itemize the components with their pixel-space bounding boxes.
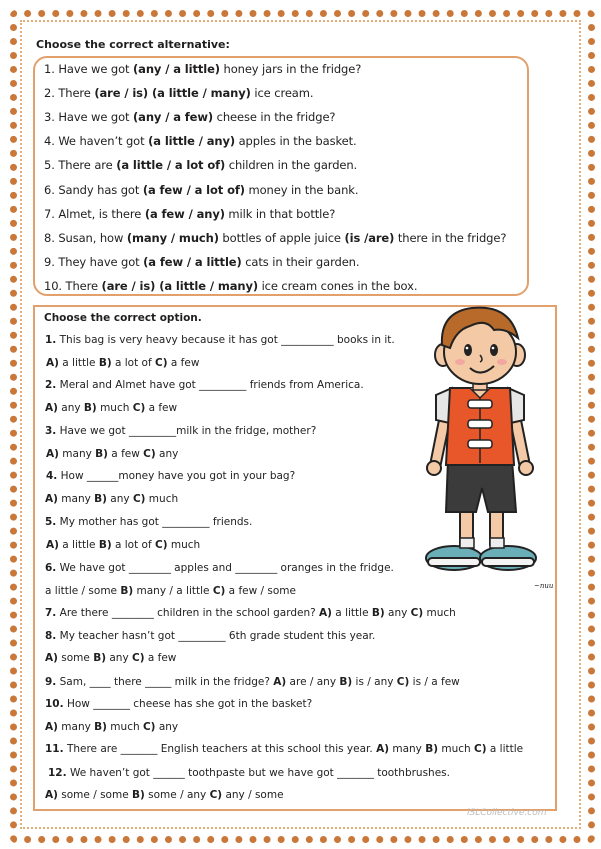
boy-illustration xyxy=(410,300,550,595)
question-10 xyxy=(44,279,417,293)
option-letter: A) xyxy=(376,743,389,755)
option-letter: B) xyxy=(95,448,108,460)
question-choice: (many / much) xyxy=(126,230,219,245)
question-text: Are there ________ children in the school garden? xyxy=(56,607,320,619)
section2-title: Choose the correct option. xyxy=(44,312,202,324)
option-text: much xyxy=(423,607,456,619)
option-text: a lot of xyxy=(111,357,156,369)
option-letter: A) xyxy=(46,539,59,551)
option-text: any xyxy=(155,721,179,733)
question-number: 11. xyxy=(45,743,64,755)
question-number: 4. xyxy=(46,470,58,482)
option-letter: B) xyxy=(93,652,107,664)
option-letter: B) xyxy=(132,789,145,801)
question-8 xyxy=(44,231,506,245)
question-text: children in the garden. xyxy=(225,158,358,173)
question-text: there in the fridge? xyxy=(394,230,507,245)
exercise-options xyxy=(45,721,178,733)
option-text: a few xyxy=(107,448,144,460)
question-text: My mother has got _________ friends. xyxy=(56,516,253,528)
exercise-options xyxy=(45,402,177,414)
question-4 xyxy=(44,134,357,148)
exercise-question xyxy=(45,630,375,642)
question-choice: (any / a few) xyxy=(133,110,214,125)
question-text: ice cream cones in the box. xyxy=(258,278,418,293)
option-text: a few xyxy=(145,402,178,414)
option-text: much xyxy=(145,493,179,505)
question-text: This bag is very heavy because it has got __________ books in it. xyxy=(56,334,395,346)
question-text: How ______money have you got in your bag? xyxy=(57,470,296,482)
exercise-question xyxy=(48,767,450,779)
question-text: cats in their garden. xyxy=(241,254,360,269)
question-text: 7. Almet, is there xyxy=(44,206,145,221)
question-choice: (a little / a lot of) xyxy=(116,158,226,173)
watermark: iSLCollective.com xyxy=(467,808,547,818)
question-text: There are _______ English teachers at this school this year. xyxy=(63,743,377,755)
question-7 xyxy=(44,207,335,221)
option-letter: C) xyxy=(143,448,156,460)
question-text: My teacher hasn’t got _________ 6th grade student this year. xyxy=(56,630,376,642)
option-text: a few xyxy=(144,652,177,664)
option-letter: B) xyxy=(425,743,439,755)
option-letter: C) xyxy=(474,743,487,755)
option-text: many xyxy=(57,721,95,733)
option-text: a little xyxy=(486,743,524,755)
option-text: a little xyxy=(331,607,372,619)
exercise-options xyxy=(45,789,284,801)
option-text: a few xyxy=(167,357,200,369)
option-letter: B) xyxy=(98,357,112,369)
option-letter: B) xyxy=(120,585,134,597)
option-letter: B) xyxy=(371,607,385,619)
question-number: 3. xyxy=(45,425,57,437)
exercise-options xyxy=(45,585,296,597)
exercise-options xyxy=(46,448,178,460)
option-text: much xyxy=(106,721,143,733)
option-text: are / any xyxy=(286,676,340,688)
question-choice: (a few / a little) xyxy=(143,254,242,269)
question-number: 12. xyxy=(48,767,67,779)
option-text: any xyxy=(106,493,133,505)
option-text: much xyxy=(167,539,201,551)
question-choice: (are / is) (a little / many) xyxy=(94,86,251,101)
question-text: 4. We haven’t got xyxy=(44,134,149,149)
option-text: any xyxy=(384,607,411,619)
section1-box xyxy=(33,56,529,296)
question-text: We haven’t got ______ toothpaste but we have got _______ toothbrushes. xyxy=(66,767,450,779)
option-letter: C) xyxy=(209,789,223,801)
option-text: any xyxy=(155,448,179,460)
option-letter: A) xyxy=(45,789,58,801)
option-text: any xyxy=(57,402,84,414)
question-text: milk in that bottle? xyxy=(224,206,336,221)
exercise-question xyxy=(45,425,316,437)
question-number: 2. xyxy=(45,379,57,391)
option-letter: B) xyxy=(98,539,112,551)
question-text: bottles of apple juice xyxy=(218,230,345,245)
artist-signature: ~nuu xyxy=(534,582,554,590)
exercise-question xyxy=(45,607,456,619)
question-choice: (are / is) (a little / many) xyxy=(101,278,259,293)
option-text: many xyxy=(57,493,95,505)
option-letter: C) xyxy=(132,402,146,414)
question-choice: (a little / any) xyxy=(148,134,236,149)
question-choice: (is /are) xyxy=(344,230,395,245)
question-text: cheese in the fridge? xyxy=(213,110,336,125)
option-text: a little / some xyxy=(45,585,121,597)
question-2 xyxy=(44,86,313,100)
option-letter: B) xyxy=(83,402,97,414)
question-text: 10. There xyxy=(44,278,102,293)
question-text: Meral and Almet have got _________ friends from America. xyxy=(56,379,364,391)
option-letter: B) xyxy=(94,493,107,505)
option-letter: A) xyxy=(319,607,332,619)
question-text: 6. Sandy has got xyxy=(44,182,143,197)
question-text: 8. Susan, how xyxy=(44,230,127,245)
question-6 xyxy=(44,183,358,197)
question-choice: (any / a little) xyxy=(133,62,220,76)
question-text: 9. They have got xyxy=(44,254,144,269)
question-text: apples in the basket. xyxy=(235,134,357,149)
exercise-question xyxy=(45,743,523,755)
question-text: ice cream. xyxy=(250,86,314,101)
option-letter: C) xyxy=(132,493,146,505)
option-letter: A) xyxy=(45,402,58,414)
question-text: Sam, ____ there _____ milk in the fridge? xyxy=(56,676,274,688)
exercise-question xyxy=(45,334,395,346)
option-text: a little xyxy=(58,357,99,369)
exercise-options xyxy=(45,652,176,664)
exercise-question xyxy=(45,698,312,710)
option-letter: C) xyxy=(212,585,226,597)
question-choice: (a few / a lot of) xyxy=(142,182,245,197)
exercise-options xyxy=(45,493,178,505)
option-text: any / some xyxy=(222,789,284,801)
exercise-question xyxy=(46,470,295,482)
option-text: any xyxy=(106,652,132,664)
question-text: 3. Have we got xyxy=(44,110,133,125)
exercise-question xyxy=(45,676,460,688)
question-1 xyxy=(44,62,361,76)
option-letter: C) xyxy=(155,539,168,551)
option-text: some xyxy=(57,652,94,664)
exercise-options xyxy=(46,357,199,369)
option-letter: A) xyxy=(46,357,59,369)
question-3 xyxy=(44,110,335,124)
exercise-question xyxy=(45,562,394,574)
option-text: many / a little xyxy=(133,585,213,597)
option-text: is / any xyxy=(352,676,397,688)
option-letter: A) xyxy=(45,721,58,733)
option-letter: A) xyxy=(45,493,58,505)
option-text: is / a few xyxy=(409,676,460,688)
question-number: 1. xyxy=(45,334,57,346)
option-letter: B) xyxy=(94,721,107,733)
option-text: many xyxy=(389,743,426,755)
option-text: a few / some xyxy=(225,585,296,597)
option-letter: A) xyxy=(46,448,59,460)
option-letter: C) xyxy=(410,607,424,619)
question-text: How _______ cheese has she got in the basket? xyxy=(63,698,313,710)
option-text: a lot of xyxy=(111,539,156,551)
question-number: 5. xyxy=(45,516,57,528)
section1-title: Choose the correct alternative: xyxy=(36,38,230,51)
question-text: 1. Have we got xyxy=(44,62,133,76)
exercise-options xyxy=(46,539,200,551)
question-text: money in the bank. xyxy=(244,182,359,197)
option-text: a little xyxy=(58,539,99,551)
question-text: Have we got _________milk in the fridge, mother? xyxy=(56,425,317,437)
question-number: 7. xyxy=(45,607,57,619)
option-letter: C) xyxy=(142,721,156,733)
question-number: 9. xyxy=(45,676,57,688)
option-text: many xyxy=(58,448,96,460)
exercise-question xyxy=(45,516,252,528)
question-number: 6. xyxy=(45,562,57,574)
exercise-question xyxy=(45,379,364,391)
question-text: We have got ________ apples and ________ oranges in the fridge. xyxy=(56,562,394,574)
question-9 xyxy=(44,255,359,269)
option-letter: A) xyxy=(45,652,58,664)
question-text: 2. There xyxy=(44,86,95,101)
question-5 xyxy=(44,158,357,172)
option-letter: B) xyxy=(339,676,353,688)
option-text: some / some xyxy=(57,789,132,801)
option-letter: C) xyxy=(155,357,168,369)
question-text: honey jars in the fridge? xyxy=(219,62,362,76)
question-choice: (a few / any) xyxy=(144,206,225,221)
option-text: much xyxy=(438,743,475,755)
option-text: some / any xyxy=(144,789,210,801)
option-letter: A) xyxy=(273,676,287,688)
option-letter: C) xyxy=(396,676,410,688)
question-number: 10. xyxy=(45,698,64,710)
question-text: 5. There are xyxy=(44,158,117,173)
question-number: 8. xyxy=(45,630,57,642)
option-text: much xyxy=(96,402,133,414)
option-letter: C) xyxy=(132,652,145,664)
